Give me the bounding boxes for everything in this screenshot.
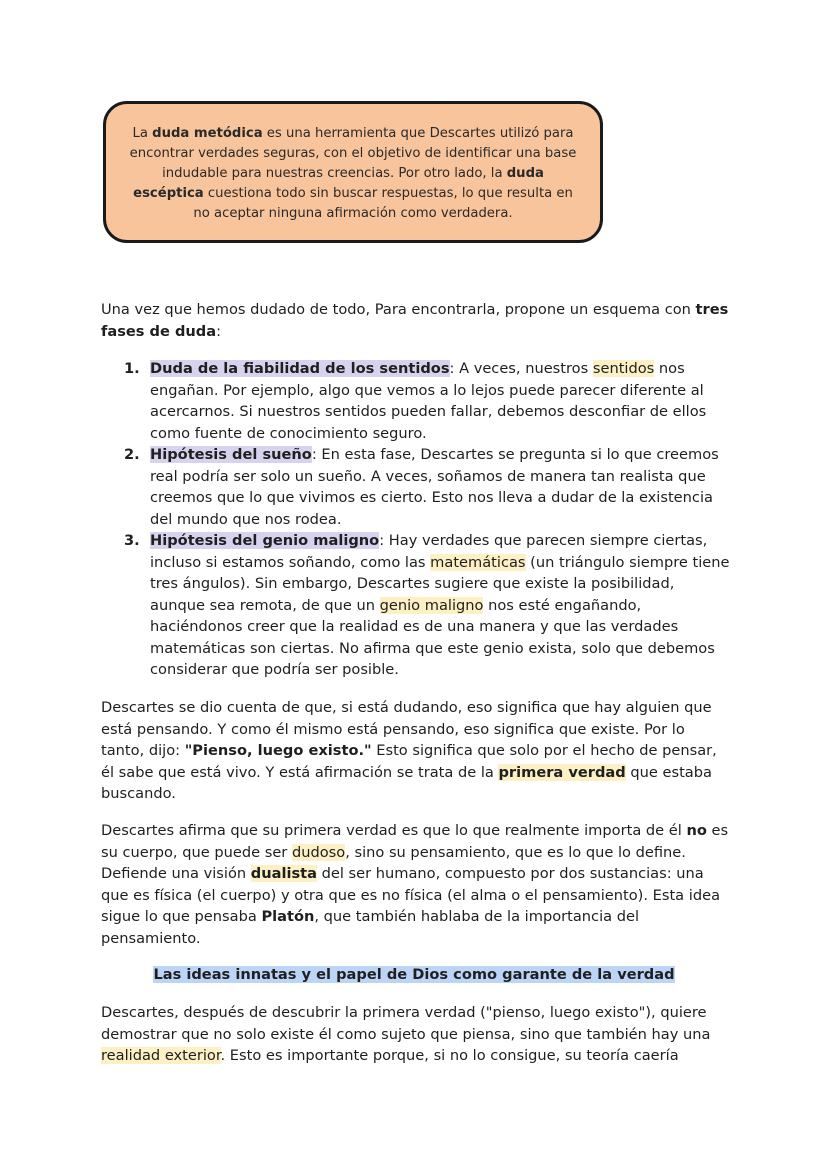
phase-title: Hipótesis del genio maligno — [150, 532, 380, 549]
paragraph-text: , sino su pensamiento, que es lo que lo define. Defiende una visión — [101, 843, 686, 882]
dualism-paragraph — [101, 820, 729, 949]
section-heading — [0, 964, 828, 986]
cogito-paragraph — [101, 697, 729, 805]
paragraph-text: Esto significa que solo por el hecho de pensar, él sabe que está vivo. Y está afirmación se trata de la — [101, 742, 717, 781]
intro-bold: tres fases de duda — [101, 301, 729, 340]
highlight: sentidos — [592, 360, 655, 377]
list-item — [124, 444, 730, 530]
highlight: genio maligno — [379, 596, 484, 614]
bold-word: no — [686, 822, 707, 839]
list-item — [124, 358, 730, 444]
section-heading-text: Las ideas innatas y el papel de Dios como garante de la verdad — [153, 966, 675, 983]
intro-text: Una vez que hemos dudado de todo, Para encontrarla, propone un esquema con — [101, 301, 696, 318]
intro-text: : — [216, 322, 222, 340]
phase-text: (un triángulo siempre tiene tres ángulos). Sin embargo, Descartes sugiere que existe la posibilidad, aunque sea remota, de que un — [150, 553, 730, 614]
callout-text: es una herramienta que Descartes utilizó para encontrar verdades seguras, con el objetivo de identificar una base indudable para nuestras creencias. Por otro lado, la — [129, 126, 577, 181]
highlight: primera verdad — [498, 763, 626, 781]
highlight: realidad exterior — [101, 1047, 221, 1064]
doubt-phases-list — [124, 358, 730, 681]
list-number: 3. — [124, 532, 140, 549]
paragraph-text: Descartes afirma que su primera verdad es que lo que realmente importa de él — [101, 822, 687, 839]
phase-text: nos engañan. Por ejemplo, algo que vemos a lo lejos puede parecer diferente al acercarnos. Si nuestros sentidos pueden fallar, debemos desconfiar de ellos como fuente de conocimiento seguro. — [150, 360, 707, 442]
definition-callout-box — [103, 101, 603, 243]
paragraph-text: , que también hablaba de la importancia del pensamiento. — [101, 908, 640, 947]
paragraph-text: del ser humano, compuesto por dos sustancias: una que es física (el cuerpo) y otra que es no física (el alma o el pensamiento). Esta idea sigue lo que pensaba — [101, 865, 721, 925]
phase-text: : Hay verdades que parecen siempre ciertas, incluso si estamos soñando, como las — [150, 532, 708, 571]
phase-text: nos esté engañando, haciéndonos creer que la realidad es de una manera y que las verdades matemáticas son ciertas. No afirma que este genio exista, solo que debemos considerar que podría ser posible. — [150, 596, 715, 678]
phase-title: Duda de la fiabilidad de los sentidos — [150, 360, 450, 377]
list-number: 1. — [124, 360, 140, 377]
highlight: dualista — [250, 865, 317, 882]
callout-term-metodica: duda metódica — [152, 126, 263, 141]
phase-text: : A veces, nuestros — [449, 360, 593, 377]
paragraph-text: que estaba buscando. — [101, 763, 712, 802]
callout-text: La — [132, 126, 153, 141]
cogito-quote: "Pienso, luego existo." — [184, 742, 372, 759]
list-item — [124, 530, 730, 681]
paragraph-text: es su cuerpo, que puede ser — [101, 822, 729, 861]
highlight: matemáticas — [430, 553, 526, 571]
paragraph-text: . Esto es importante porque, si no lo consigue, su teoría caería — [220, 1047, 679, 1064]
phase-title: Hipótesis del sueño — [150, 446, 312, 463]
intro-paragraph — [101, 299, 729, 342]
callout-text: cuestiona todo sin buscar respuestas, lo que resulta en no aceptar ninguna afirmación como verdadera. — [193, 186, 573, 221]
highlight: dudoso — [291, 843, 346, 861]
phase-text: : En esta fase, Descartes se pregunta si lo que creemos real podría ser solo un sueño. A veces, soñamos de manera tan realista que creemos que lo que vivimos es cierto. Esto nos lleva a dudar de la existencia del mundo que nos rodea. — [150, 446, 719, 528]
paragraph-text: Descartes, después de descubrir la primera verdad ("pienso, luego existo"), quiere demostrar que no solo existe él como sujeto que piensa, sino que también hay una — [101, 1004, 711, 1043]
innate-ideas-paragraph — [101, 1002, 729, 1067]
list-number: 2. — [124, 446, 140, 463]
callout-term-esceptica: duda escéptica — [133, 166, 544, 201]
paragraph-text: Descartes se dio cuenta de que, si está dudando, eso significa que hay alguien que está pensando. Y como él mismo está pensando, eso significa que existe. Por lo tanto, dijo: — [101, 699, 712, 759]
bold-word: Platón — [261, 908, 315, 925]
